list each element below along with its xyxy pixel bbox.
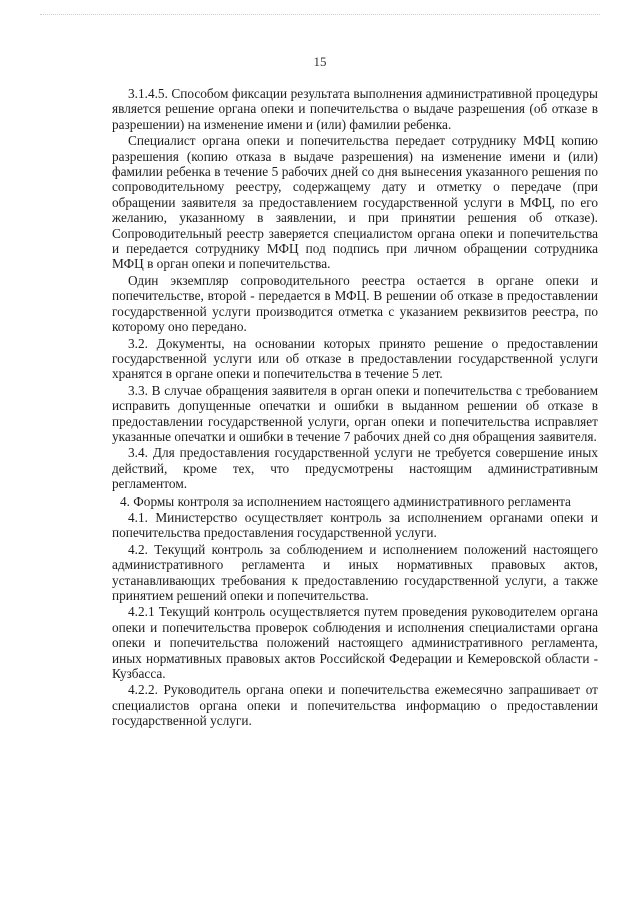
paragraph-3-4: 3.4. Для предоставления государственной услуги не требуется совершение иных действий, кроме тех, что предусмотрены настоящим административным регламентом. xyxy=(112,445,598,492)
paragraph-3-3: 3.3. В случае обращения заявителя в орган опеки и попечительства с требованием исправить допущенные опечатки и ошибки в выданном решении об отказе в предоставлении государственной услуги, орган опеки и попечительства исправляет указанные опечатки и ошибки в течение 7 рабочих дней со дня обращения заявителя. xyxy=(112,382,598,444)
paragraph-4-2-2: 4.2.2. Руководитель органа опеки и попечительства ежемесячно запрашивает от специалистов органа опеки и попечительства информацию о предоставлении государственной услуги. xyxy=(112,682,598,729)
document-body xyxy=(112,86,598,729)
paragraph-3-2: 3.2. Документы, на основании которых принято решение о предоставлении государственной услуги или об отказе в предоставлении государственной услуги хранятся в органе опеки и попечительства в течение 5 лет. xyxy=(112,335,598,382)
page-number: 15 xyxy=(313,54,327,69)
paragraph-registry-copy: Один экземпляр сопроводительного реестра остается в органе опеки и попечительстве, второй - передается в МФЦ. В решении об отказе в предоставлении государственной услуги производится отметка с указанием реквизитов реестра, по которому оно передано. xyxy=(112,272,598,335)
paragraph-4-2-1: 4.2.1 Текущий контроль осуществляется путем проведения руководителем органа опеки и попечительства проверок соблюдения и исполнения специалистами органа опеки и попечительства положений настоящего административного регламента, иных нормативных правовых актов Российской Федерации и Кемеровской области - Кузбасса. xyxy=(112,604,598,682)
paragraph-4-1: 4.1. Министерство осуществляет контроль за исполнением органами опеки и попечительства предоставления государственной услуги. xyxy=(112,509,598,541)
paragraph-4-2: 4.2. Текущий контроль за соблюдением и исполнением положений настоящего административного регламента и иных нормативных правовых актов, устанавливающих требования к предоставлению государственной услуги, а также принятием решений опеки и попечительства. xyxy=(112,541,598,603)
scan-edge-line xyxy=(40,14,600,17)
section-heading-4: 4. Формы контроля за исполнением настоящего административного регламента xyxy=(120,493,571,509)
paragraph-mfc-transfer: Специалист органа опеки и попечительства передает сотруднику МФЦ копию разрешения (копию отказа в выдаче разрешения) на изменение имени и (или) фамилии ребенка в течение 5 рабочих дней со дня вынесения указанного решения по сопроводительному реестру, содержащему дату и отметку о передаче (при обращении заявителя за предоставлением государственной услуги в МФЦ, по его желанию, указанному в заявлении, и при принятии решения об отказе). Сопроводительный реестр заверяется специалистом органа опеки и попечительства и передается сотруднику МФЦ под подпись при личном обращении сотрудника МФЦ в орган опеки и попечительства. xyxy=(112,133,598,272)
paragraph-3-1-4-5: 3.1.4.5. Способом фиксации результата выполнения административной процедуры является решение органа опеки и попечительства о выдаче разрешения (об отказе в разрешении) на изменение имени и (или) фамилии ребенка. xyxy=(112,86,598,132)
